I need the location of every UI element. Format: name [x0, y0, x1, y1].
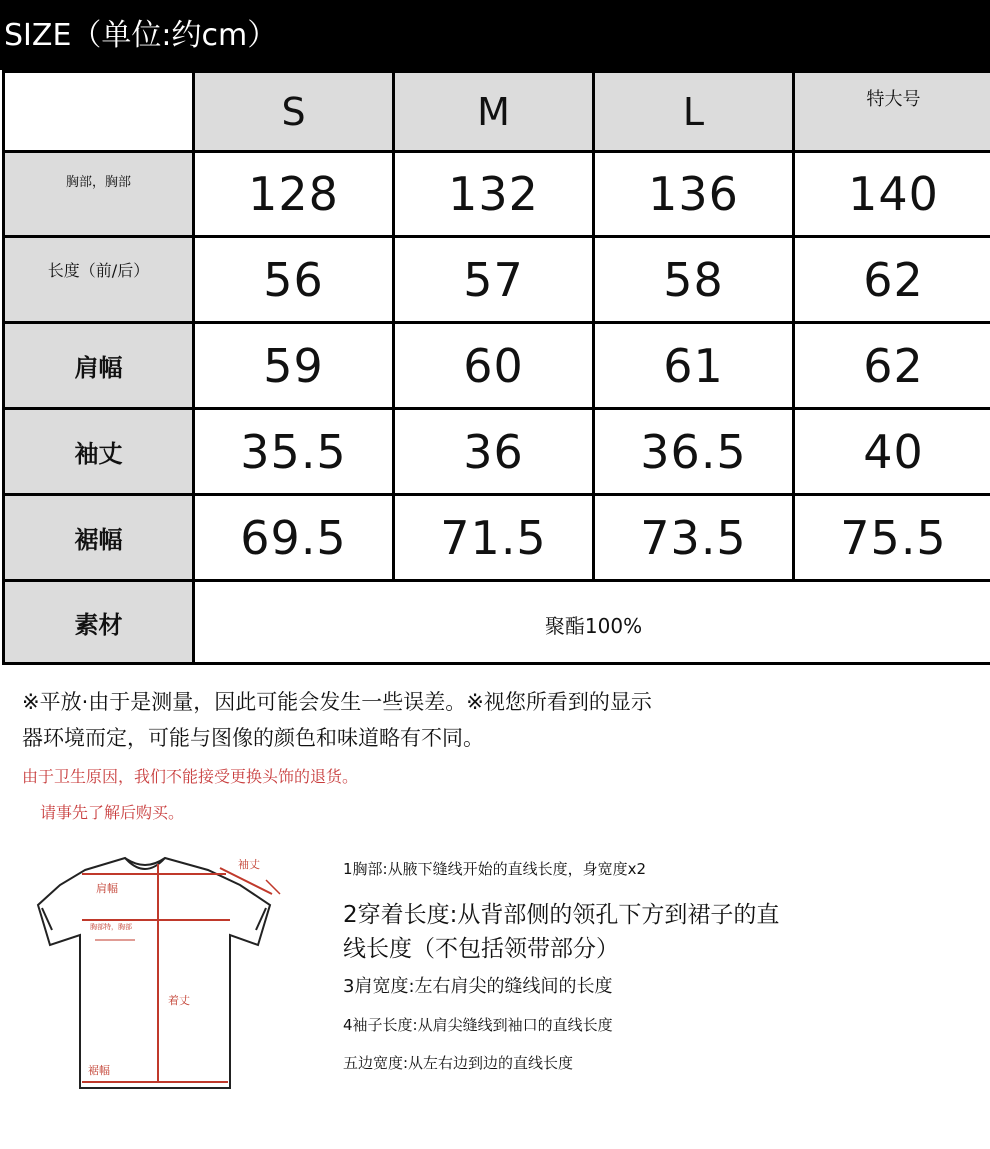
size-xl-header: 特大号 — [794, 72, 990, 152]
tshirt-diagram — [30, 850, 330, 1100]
size-s-header: S — [194, 72, 394, 152]
measure-note-hem: 五边宽度:从左右边到边的直线长度 — [343, 1054, 574, 1072]
corner-cell — [4, 72, 194, 152]
diagram-label-hem: 裾幅 — [88, 1064, 110, 1077]
cell-value: 75.5 — [794, 495, 990, 581]
cell-value: 71.5 — [394, 495, 594, 581]
measure-note-shoulder: 3肩宽度:左右肩尖的缝线间的长度 — [343, 976, 613, 997]
cell-value: 35.5 — [194, 409, 394, 495]
material-row — [4, 581, 990, 664]
cell-value: 36.5 — [594, 409, 794, 495]
diagram-label-chest: 胸部特，胸部 — [90, 923, 132, 931]
cell-value: 59 — [194, 323, 394, 409]
cell-value: 140 — [794, 152, 990, 237]
size-header-row — [4, 72, 990, 152]
cell-value: 57 — [394, 237, 594, 323]
size-table — [2, 70, 990, 665]
cell-value: 128 — [194, 152, 394, 237]
diagram-label-sleeve: 袖丈 — [238, 858, 260, 871]
cell-value: 56 — [194, 237, 394, 323]
cell-value: 62 — [794, 237, 990, 323]
cell-value: 62 — [794, 323, 990, 409]
measure-note-chest: 1胸部:从腋下缝线开始的直线长度，身宽度x2 — [343, 860, 647, 878]
cell-value: 58 — [594, 237, 794, 323]
diagram-label-length: 着丈 — [168, 994, 190, 1007]
cell-value: 136 — [594, 152, 794, 237]
measure-note-length-1: 2穿着长度:从背部侧的领孔下方到裙子的直 — [343, 902, 780, 928]
cell-value: 61 — [594, 323, 794, 409]
size-m-header: M — [394, 72, 594, 152]
disclaimer-line-2: 器环境而定，可能与图像的颜色和味道略有不同。 — [22, 726, 484, 750]
size-l-header: L — [594, 72, 794, 152]
material-value: 聚酯100% — [194, 581, 990, 664]
diagram-label-shoulder: 肩幅 — [96, 882, 118, 895]
table-row — [4, 323, 990, 409]
cell-value: 60 — [394, 323, 594, 409]
cell-value: 69.5 — [194, 495, 394, 581]
header-bar — [0, 0, 990, 70]
table-row — [4, 495, 990, 581]
disclaimer-line-1: ※平放·由于是测量，因此可能会发生一些误差。※视您所看到的显示 — [22, 690, 652, 714]
row-label-hem: 裾幅 — [4, 495, 194, 581]
return-policy-note: 由于卫生原因，我们不能接受更换头饰的退货。 — [22, 767, 359, 786]
cell-value: 36 — [394, 409, 594, 495]
purchase-advice-note: 请事先了解后购买。 — [40, 803, 185, 822]
tshirt-outline-icon — [30, 850, 330, 1100]
row-label-chest: 胸部，胸部 — [4, 152, 194, 237]
table-row — [4, 152, 990, 237]
measure-note-sleeve: 4袖子长度:从肩尖缝线到袖口的直线长度 — [343, 1016, 613, 1034]
table-row — [4, 409, 990, 495]
cell-value: 40 — [794, 409, 990, 495]
row-label-material: 素材 — [4, 581, 194, 664]
row-label-sleeve: 袖丈 — [4, 409, 194, 495]
page-title: SIZE（单位:约cm） — [4, 18, 278, 53]
cell-value: 73.5 — [594, 495, 794, 581]
row-label-length: 长度（前/后） — [4, 237, 194, 323]
measure-note-length-2: 线长度（不包括领带部分） — [343, 936, 619, 962]
row-label-shoulder: 肩幅 — [4, 323, 194, 409]
cell-value: 132 — [394, 152, 594, 237]
table-row — [4, 237, 990, 323]
